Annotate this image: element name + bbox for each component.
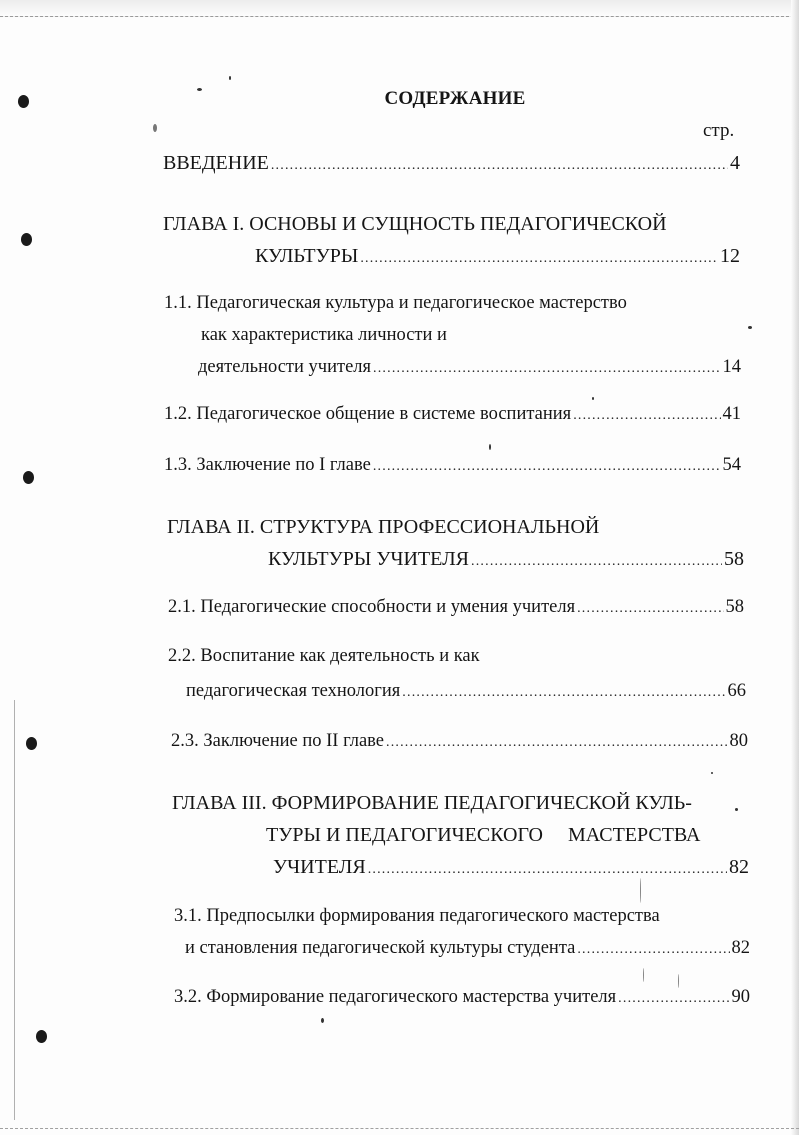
dot-leader [471,551,722,573]
scan-speck [153,124,157,132]
toc-page-number: 66 [727,681,746,701]
scan-left-line [14,700,15,1120]
dot-leader [271,155,728,177]
toc-page-number: 4 [730,152,740,174]
toc-entry-title: 1.3. Заключение по I главе [164,455,371,475]
scan-speck [592,397,594,400]
punch-hole-mark [21,233,32,246]
scan-speck [643,968,644,982]
scan-speck [640,878,641,903]
scan-right-edge [791,0,799,1135]
toc-entry-section-1-1 [198,356,741,380]
toc-entry-title: УЧИТЕЛЯ [273,856,366,878]
dot-leader [360,248,718,270]
dot-leader [577,598,723,620]
dot-leader [618,988,729,1010]
toc-entry-section-3-1 [185,937,750,961]
toc-page-number: 54 [722,455,741,475]
toc-chapter-3-title-line-2: ТУРЫ И ПЕДАГОГИЧЕСКОГО МАСТЕРСТВА [266,824,701,846]
toc-page-number: 80 [729,731,748,751]
punch-hole-mark [36,1030,47,1043]
toc-page-number: 41 [722,404,741,424]
toc-entry-title: деятельности учителя [198,357,372,377]
toc-chapter-2-title: ГЛАВА II. СТРУКТУРА ПРОФЕССИОНАЛЬНОЙ [167,516,600,538]
dot-leader [402,682,725,704]
toc-entry-title: ВВЕДЕНИЕ [163,152,269,174]
toc-entry-section-3-2 [174,986,750,1010]
toc-entry-title: КУЛЬТУРЫ УЧИТЕЛЯ [268,548,470,570]
toc-entry-chapter-1 [255,245,740,270]
toc-entry-section-2-2 [186,680,746,704]
toc-entry-title: педагогическая технология [186,681,401,701]
scan-top-edge [0,0,799,17]
toc-chapter-1-title: ГЛАВА I. ОСНОВЫ И СУЩНОСТЬ ПЕДАГОГИЧЕСКОЙ [163,213,667,235]
toc-page-number: 90 [731,987,750,1007]
page-column-label: стр. [703,120,735,141]
toc-entry-title: 3.2. Формирование педагогического мастерства учителя [174,987,617,1007]
toc-section-3-1-line-1: 3.1. Предпосылки формирования педагогического мастерства [174,906,660,926]
toc-page-number: 58 [725,597,744,617]
dot-leader [573,405,720,427]
toc-heading: СОДЕРЖАНИЕ [384,88,526,109]
toc-entry-chapter-3 [273,856,749,881]
scan-speck [748,326,752,329]
dot-leader [368,859,727,881]
toc-entry-section-2-1 [168,596,744,620]
dot-leader [386,732,728,754]
toc-entry-chapter-2 [268,548,744,573]
toc-section-2-2-line-1: 2.2. Воспитание как деятельность и как [168,646,480,666]
dot-leader [373,456,721,478]
toc-page-number: 12 [720,245,740,267]
toc-entry-title: 1.2. Педагогическое общение в системе воспитания [164,404,572,424]
toc-entry-section-1-2 [164,403,741,427]
dot-leader [577,939,729,961]
toc-page-number: 58 [724,548,744,570]
toc-page-number: 82 [731,938,750,958]
toc-entry-title: 2.3. Заключение по II главе [171,731,384,751]
scan-bottom-line [0,1128,799,1130]
toc-section-1-1-line-1: 1.1. Педагогическая культура и педагогическое мастерство [164,293,627,313]
toc-page-number: 82 [729,856,749,878]
toc-entry-title: КУЛЬТУРЫ [255,245,359,267]
toc-entry-title: и становления педагогической культуры студента [185,938,576,958]
scan-speck [489,444,491,450]
scan-speck [735,808,738,811]
punch-hole-mark [23,471,34,484]
dot-leader [373,358,720,380]
scan-speck [711,772,713,774]
scan-speck [321,1018,324,1023]
toc-section-1-1-line-2: как характеристика личности и [201,325,447,345]
scan-speck [229,76,231,80]
toc-entry-introduction [163,152,740,177]
toc-chapter-3-title-line-1: ГЛАВА III. ФОРМИРОВАНИЕ ПЕДАГОГИЧЕСКОЙ КУЛЬ- [172,792,692,814]
toc-entry-title: 2.1. Педагогические способности и умения учителя [168,597,576,617]
toc-entry-section-2-3 [171,730,748,754]
toc-page-number: 14 [722,357,741,377]
punch-hole-mark [26,737,37,750]
toc-entry-section-1-3 [164,454,741,478]
